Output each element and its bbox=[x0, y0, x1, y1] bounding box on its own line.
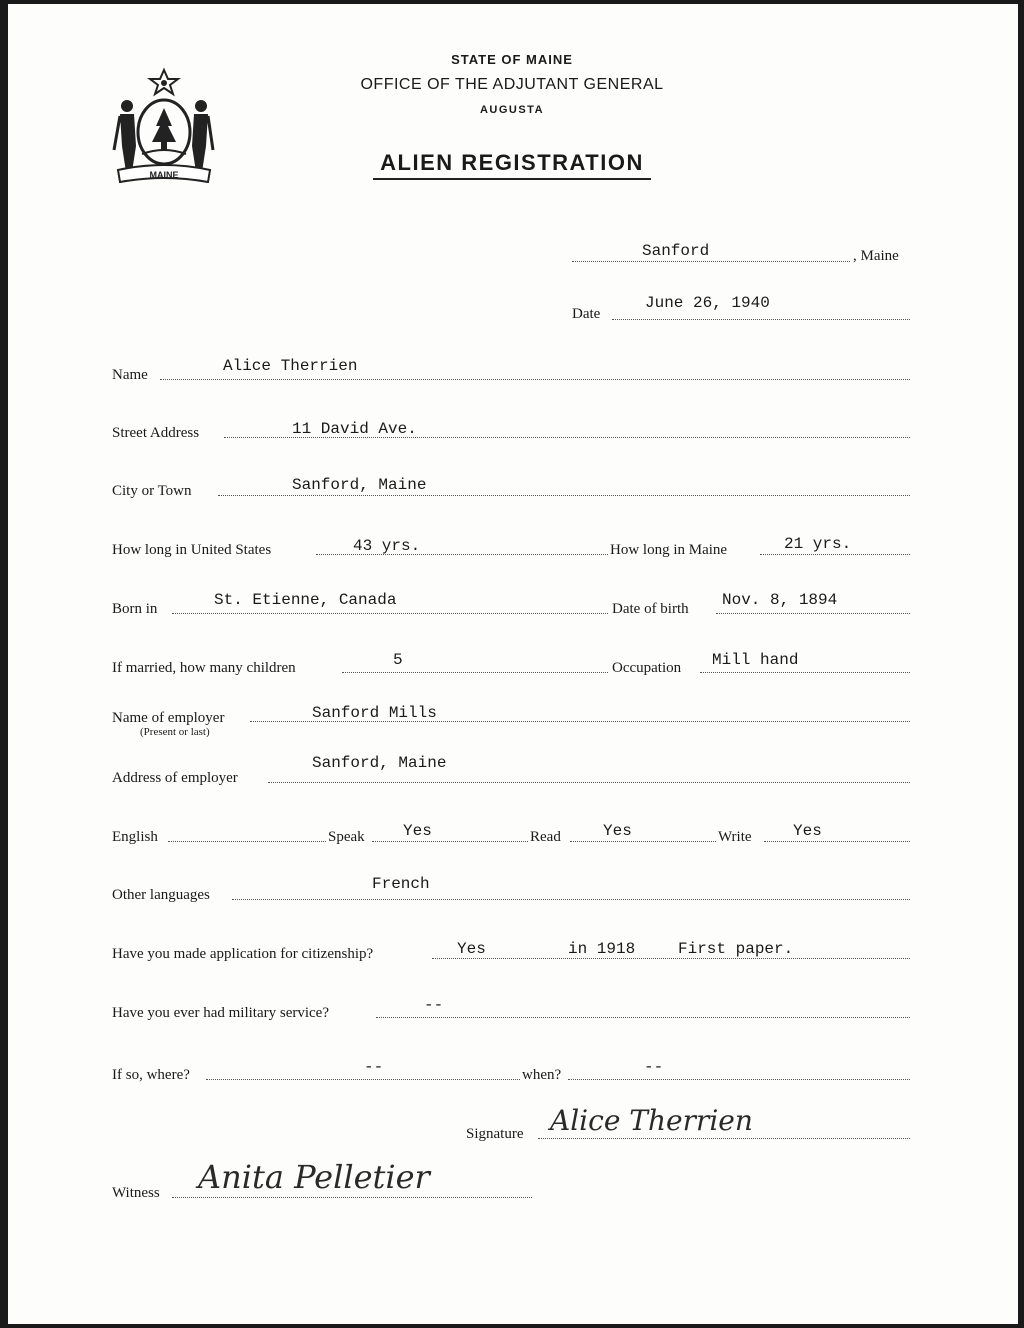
read-label: Read bbox=[530, 829, 561, 845]
born-in-label: Born in bbox=[112, 601, 158, 617]
signature-line bbox=[538, 1138, 910, 1139]
name-value: Alice Therrien bbox=[223, 357, 358, 375]
military-label: Have you ever had military service? bbox=[112, 1005, 329, 1021]
header-city: AUGUSTA bbox=[479, 104, 545, 116]
born-in-value: St. Etienne, Canada bbox=[214, 591, 397, 609]
employer-label: Name of employer bbox=[112, 710, 225, 726]
form-title: ALIEN REGISTRATION bbox=[380, 150, 644, 175]
town-value: Sanford bbox=[642, 242, 710, 260]
where-value: -- bbox=[364, 1058, 384, 1076]
read-value: Yes bbox=[603, 822, 632, 840]
citizenship-paper-value: First paper. bbox=[678, 940, 794, 958]
how-long-maine-line bbox=[760, 554, 910, 555]
citizenship-year-value: in 1918 bbox=[568, 940, 636, 958]
name-line bbox=[160, 379, 910, 380]
other-languages-label: Other languages bbox=[112, 887, 210, 903]
how-long-maine-label: How long in Maine bbox=[610, 542, 728, 558]
how-long-maine-value: 21 yrs. bbox=[784, 535, 852, 553]
write-line bbox=[764, 841, 910, 842]
name-label: Name bbox=[112, 367, 148, 383]
header-office: OFFICE OF THE ADJUTANT GENERAL bbox=[360, 76, 664, 93]
employer-address-value: Sanford, Maine bbox=[312, 754, 447, 772]
employer-address-line bbox=[268, 782, 910, 783]
military-line bbox=[376, 1017, 910, 1018]
other-languages-value: French bbox=[372, 875, 430, 893]
date-of-birth-value: Nov. 8, 1894 bbox=[722, 591, 838, 609]
military-value: -- bbox=[424, 996, 444, 1014]
occupation-label: Occupation bbox=[612, 660, 682, 676]
speak-label: Speak bbox=[328, 829, 365, 845]
when-line bbox=[568, 1079, 910, 1080]
when-value: -- bbox=[644, 1058, 664, 1076]
header-state: STATE OF MAINE bbox=[451, 52, 573, 67]
how-long-us-value: 43 yrs. bbox=[353, 537, 421, 555]
date-line bbox=[612, 319, 910, 320]
seal-banner-text: MAINE bbox=[149, 170, 179, 180]
signature-handwriting: Alice Therrien bbox=[550, 1104, 753, 1137]
citizenship-label: Have you made application for citizenship? bbox=[112, 946, 374, 962]
date-of-birth-label: Date of birth bbox=[612, 601, 689, 617]
city-value: Sanford, Maine bbox=[292, 476, 427, 494]
street-value: 11 David Ave. bbox=[292, 420, 417, 438]
witness-line bbox=[172, 1197, 532, 1198]
children-line bbox=[342, 672, 608, 673]
employer-sub-label: (Present or last) bbox=[140, 726, 210, 738]
citizenship-value: Yes bbox=[457, 940, 486, 958]
title-underline bbox=[373, 178, 651, 180]
english-line bbox=[168, 841, 326, 842]
witness-handwriting: Anita Pelletier bbox=[198, 1158, 430, 1196]
witness-label: Witness bbox=[112, 1185, 160, 1201]
signature-label: Signature bbox=[466, 1126, 524, 1142]
speak-value: Yes bbox=[403, 822, 432, 840]
children-value: 5 bbox=[393, 651, 403, 669]
date-value: June 26, 1940 bbox=[645, 294, 770, 312]
city-line bbox=[218, 495, 910, 496]
date-label: Date bbox=[572, 306, 601, 322]
employer-address-label: Address of employer bbox=[112, 770, 238, 786]
speak-line bbox=[372, 841, 528, 842]
street-label: Street Address bbox=[112, 425, 200, 441]
date-of-birth-line bbox=[716, 613, 910, 614]
citizenship-line bbox=[432, 958, 910, 959]
maine-label: , Maine bbox=[853, 248, 899, 264]
employer-value: Sanford Mills bbox=[312, 704, 437, 722]
english-label: English bbox=[112, 829, 158, 845]
town-line bbox=[572, 261, 850, 262]
where-line bbox=[206, 1079, 520, 1080]
read-line bbox=[570, 841, 716, 842]
children-label: If married, how many children bbox=[112, 660, 296, 676]
where-label: If so, where? bbox=[112, 1067, 190, 1083]
other-languages-line bbox=[232, 899, 910, 900]
occupation-value: Mill hand bbox=[712, 651, 799, 669]
write-label: Write bbox=[718, 829, 752, 845]
write-value: Yes bbox=[793, 822, 822, 840]
born-in-line bbox=[172, 613, 608, 614]
when-label: when? bbox=[522, 1067, 562, 1083]
city-label: City or Town bbox=[112, 483, 192, 499]
occupation-line bbox=[700, 672, 910, 673]
how-long-us-label: How long in United States bbox=[112, 542, 272, 558]
